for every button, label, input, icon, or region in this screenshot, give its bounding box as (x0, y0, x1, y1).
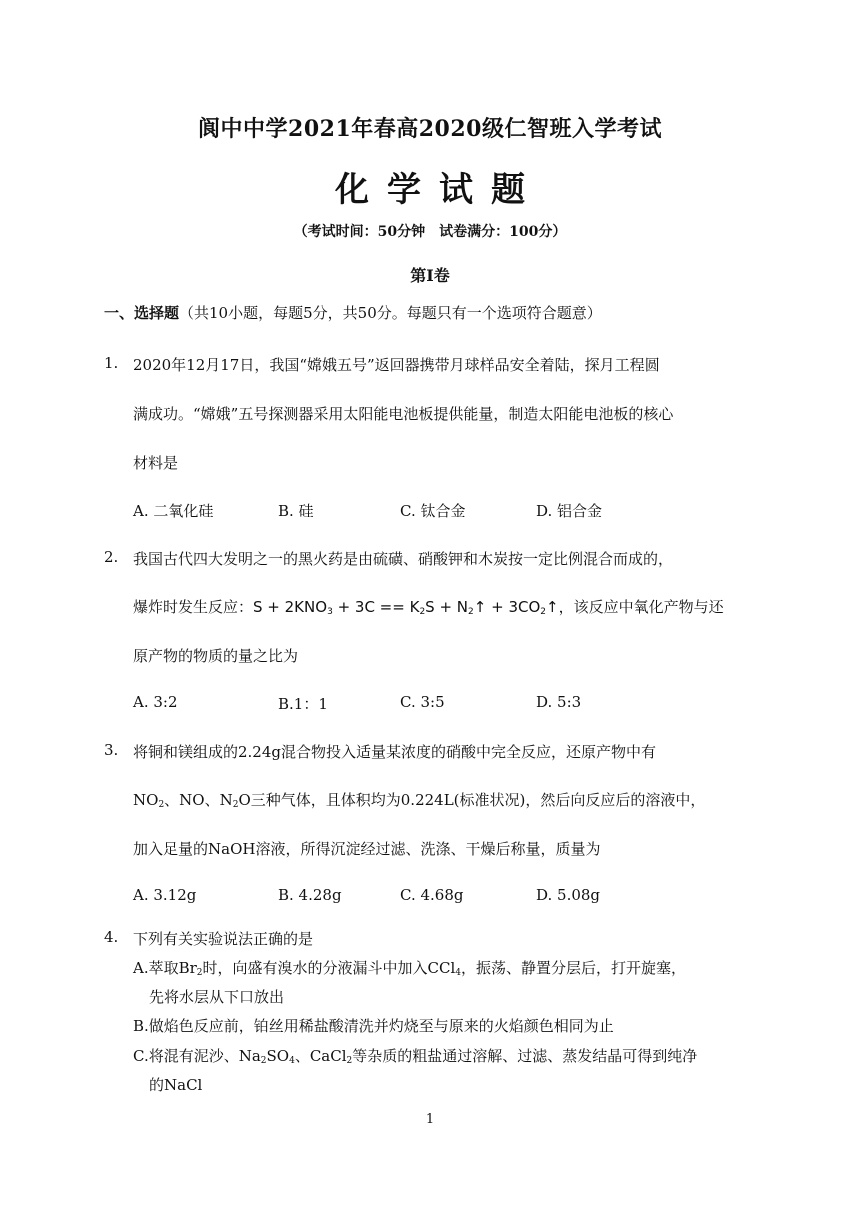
equation-part: + 3C == K (332, 598, 420, 616)
text-fragment: 、NO、N (164, 791, 233, 809)
question-number: 4. (104, 928, 119, 946)
subscript: 2 (232, 800, 239, 810)
subscript: 4 (289, 1056, 295, 1066)
page-number: 1 (425, 1112, 435, 1127)
question-stem: 下列有关实验说法正确的是 (133, 930, 314, 948)
question-number: 2. (104, 548, 119, 566)
subscript: 4 (455, 968, 462, 978)
subscript: 2 (260, 1056, 267, 1066)
subscript: 2 (346, 1056, 353, 1066)
text-fragment: 等杂质的粗盐通过溶解、过滤、蒸发结晶可得到纯净 (352, 1047, 698, 1065)
option-c: C. 4.68g (400, 886, 464, 904)
question-text-line: 满成功。“嫦娥”五号探测器采用太阳能电池板提供能量，制造太阳能电池板的核心 (133, 405, 674, 423)
section-heading (104, 302, 602, 323)
option-a (133, 957, 686, 978)
subscript: 2 (540, 607, 546, 617)
option-d: D. 铝合金 (536, 502, 603, 520)
option-a: A. 3:2 (133, 693, 178, 711)
equation-part: ↑ + 3CO (473, 598, 541, 616)
chemical-equation (253, 598, 559, 616)
subscript: 2 (196, 968, 203, 978)
subject-title: 化学试题 (335, 170, 543, 210)
section-label: 一、选择题 (104, 304, 180, 322)
option-a-continuation: 先将水层从下口放出 (149, 988, 285, 1006)
equation-part: S + 2KNO (253, 598, 328, 616)
question-text-line (133, 789, 705, 810)
part-title: 第Ⅰ卷 (410, 266, 450, 285)
option-c: C. 钛合金 (400, 502, 466, 520)
option-b: B. 4.28g (278, 886, 342, 904)
text-fragment: 爆炸时发生反应： (133, 598, 254, 616)
question-text-line: 加入足量的NaOH溶液，所得沉淀经过滤、洗涤、干燥后称量，质量为 (133, 840, 601, 858)
option-b: B.1：1 (278, 695, 328, 713)
equation-part: S + N (425, 598, 469, 616)
option-d: D. 5.08g (536, 886, 601, 904)
text-fragment: NO (133, 791, 159, 809)
question-text-line (133, 596, 724, 617)
question-text-line: 原产物的物质的量之比为 (133, 647, 299, 665)
question-text-line: 2020年12月17日，我国“嫦娥五号”返回器携带月球样品安全着陆，探月工程圆 (133, 356, 660, 374)
subscript: 2 (468, 607, 474, 617)
question-text-line: 材料是 (133, 454, 179, 472)
text-fragment: O三种气体，且体积均为0.224L(标准状况)，然后向反应后的溶液中， (238, 791, 706, 809)
option-a: A. 3.12g (133, 886, 197, 904)
option-d: D. 5:3 (536, 693, 582, 711)
question-number: 1. (104, 354, 119, 372)
exam-title: 阆中中学2021年春高2020级仁智班入学考试 (198, 116, 662, 142)
section-description: （共10小题，每题5分，共50分。每题只有一个选项符合题意） (179, 304, 602, 322)
subscript: 2 (419, 607, 426, 617)
text-fragment: C.将混有泥沙、Na (133, 1047, 261, 1065)
option-a: A. 二氧化硅 (133, 502, 214, 520)
equation-part: ↑ (546, 598, 559, 616)
option-b: B. 硅 (278, 502, 314, 520)
option-b: B.做焰色反应前，铂丝用稀盐酸清洗并灼烧至与原来的火焰颜色相同为止 (133, 1017, 614, 1035)
option-c: C. 3:5 (400, 693, 445, 711)
question-text-line: 我国古代四大发明之一的黑火药是由硫磺、硝酸钾和木炭按一定比例混合而成的， (133, 550, 674, 568)
text-fragment: 时，向盛有溴水的分液漏斗中加入CCl (202, 959, 456, 977)
text-fragment: ，振荡、静置分层后，打开旋塞， (461, 959, 687, 977)
text-fragment: 、CaCl (294, 1047, 347, 1065)
subscript: 2 (158, 800, 165, 810)
text-fragment: ，该反应中氧化产物与还 (558, 598, 724, 616)
option-c (133, 1045, 697, 1066)
question-text-line: 将铜和镁组成的2.24g混合物投入适量某浓度的硝酸中完全反应，还原产物中有 (133, 743, 657, 761)
exam-info: （考试时间：50分钟 试卷满分：100分） (293, 224, 567, 240)
option-c-continuation: 的NaCl (149, 1076, 203, 1094)
text-fragment: A.萃取Br (133, 959, 197, 977)
subscript: 3 (327, 607, 333, 617)
question-number: 3. (104, 741, 119, 759)
text-fragment: SO (266, 1047, 290, 1065)
